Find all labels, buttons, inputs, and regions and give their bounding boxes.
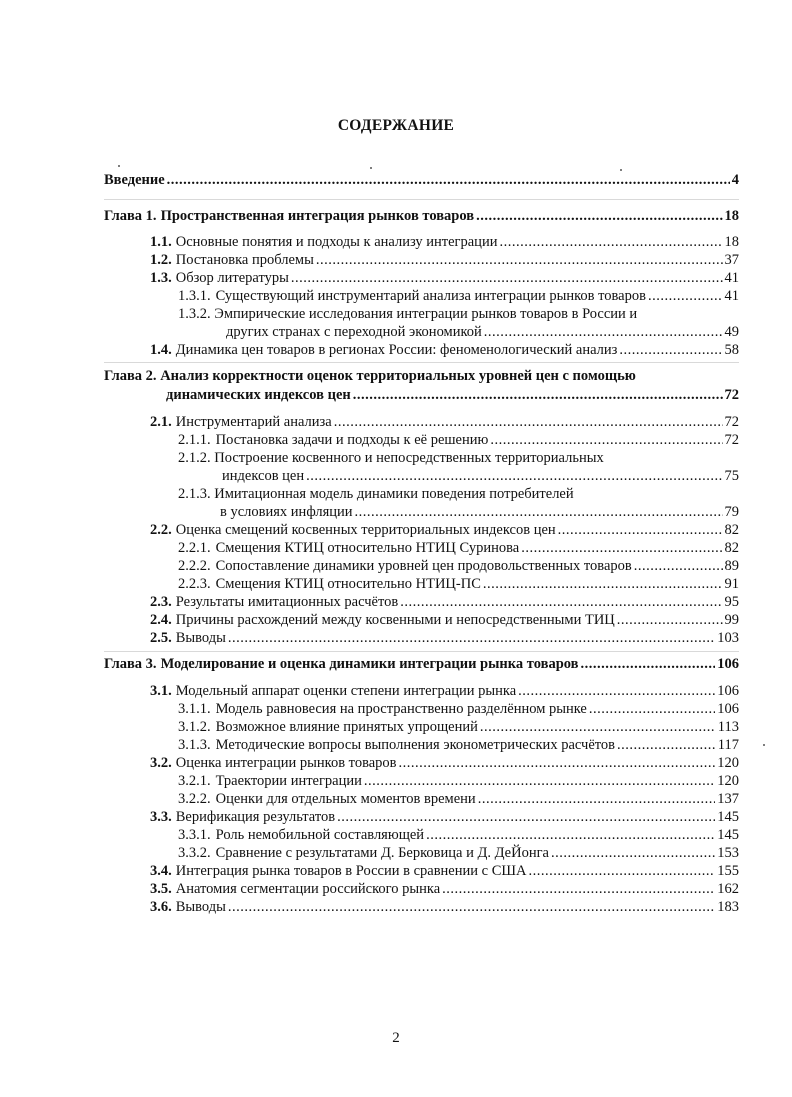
page-title: СОДЕРЖАНИЕ	[337, 117, 455, 134]
toc-page-number: 120	[717, 755, 739, 771]
toc-chapter-1[interactable]	[104, 208, 739, 225]
section-title: Верификация результатов	[175, 809, 336, 825]
section-title: Анатомия сегментации российского рынка	[175, 881, 441, 897]
section-title: Выводы	[175, 899, 226, 915]
subsection-title: Траектории интеграции	[215, 773, 362, 789]
subsection-title: Смещения КТИЦ относительно НТИЦ Суринова	[215, 540, 520, 556]
toc-page-number: 103	[717, 630, 739, 646]
section-number: 2.1.	[150, 414, 172, 430]
section-title: Причины расхождений между косвенными и непосредственными ТИЦ	[175, 612, 615, 628]
section-number: 1.2.	[150, 252, 172, 268]
toc-page-number: 113	[717, 719, 739, 735]
leader-dots	[353, 387, 723, 404]
leader-dots	[400, 594, 722, 611]
toc-page-number: 18	[724, 234, 739, 250]
section-title: Основные понятия и подходы к анализу интеграции	[175, 234, 498, 250]
leader-dots	[478, 791, 716, 808]
subsection-title-cont: других странах с переходной экономикой	[226, 324, 482, 340]
toc-page-number: 72	[724, 414, 739, 430]
toc-chapter-3[interactable]	[104, 656, 739, 673]
toc-page-number: 49	[724, 324, 739, 340]
toc-page-number: 4	[731, 172, 739, 188]
section-number: 3.1.	[150, 683, 172, 699]
section-number: 2.3.	[150, 594, 172, 610]
subsection-number: 2.2.2.	[178, 558, 211, 574]
section-divider	[104, 199, 739, 200]
section-title: Динамика цен товаров в регионах России: феноменологический анализ	[175, 342, 618, 358]
toc-page-number: 37	[724, 252, 739, 268]
leader-dots	[483, 576, 723, 593]
toc-subsection-1-3-2-line2[interactable]	[226, 324, 739, 341]
section-number: 1.1.	[150, 234, 172, 250]
leader-dots	[484, 324, 723, 341]
toc-section-2-3[interactable]	[150, 594, 739, 611]
leader-dots	[648, 288, 723, 305]
toc-page-number: 18	[724, 208, 739, 224]
toc-section-1-1[interactable]	[150, 234, 739, 251]
subsection-title: Существующий инструментарий анализа интеграции рынков товаров	[215, 288, 646, 304]
subsection-title: Построение косвенного и непосредственных территориальных	[214, 450, 604, 466]
scan-speck	[118, 165, 120, 167]
toc-page-number: 137	[717, 791, 739, 807]
leader-dots	[617, 737, 716, 754]
subsection-number: 1.3.2.	[178, 306, 211, 322]
section-number: 3.4.	[150, 863, 172, 879]
toc-subsection-2-1-1[interactable]	[178, 432, 739, 449]
toc-subsection-3-1-2[interactable]	[178, 719, 739, 736]
toc-page-number: 153	[717, 845, 739, 861]
toc-subsection-3-1-3[interactable]	[178, 737, 739, 754]
chapter-title: Пространственная интеграция рынков товаров	[160, 208, 475, 224]
toc-subsection-1-3-2-line1[interactable]	[178, 306, 637, 323]
subsection-number: 3.2.2.	[178, 791, 211, 807]
chapter-number: Глава 2.	[104, 368, 157, 384]
section-divider	[104, 651, 739, 652]
toc-page-number: 145	[717, 809, 739, 825]
leader-dots	[228, 630, 715, 647]
subsection-title: Сравнение с результатами Д. Берковица и Д. ДеЙонга	[215, 845, 549, 861]
toc-section-3-5[interactable]	[150, 881, 739, 898]
leader-dots	[589, 701, 715, 718]
chapter-title: Анализ корректности оценок территориальных уровней цен с помощью	[160, 368, 636, 384]
leader-dots	[337, 809, 715, 826]
toc-subsection-3-2-1[interactable]	[178, 773, 739, 790]
section-number: 2.5.	[150, 630, 172, 646]
toc-section-3-4[interactable]	[150, 863, 739, 880]
leader-dots	[167, 172, 730, 189]
subsection-number: 2.1.2.	[178, 450, 211, 466]
leader-dots	[306, 468, 722, 485]
leader-dots	[426, 827, 715, 844]
chapter-number: Глава 1.	[104, 208, 157, 224]
subsection-title-cont: в условиях инфляции	[220, 504, 353, 520]
leader-dots	[442, 881, 715, 898]
section-title: Оценка смещений косвенных территориальных индексов цен	[175, 522, 556, 538]
toc-page-number: 91	[724, 576, 739, 592]
toc-section-1-4[interactable]	[150, 342, 739, 359]
leader-dots	[364, 773, 715, 790]
leader-dots	[558, 522, 723, 539]
toc-page-number: 41	[724, 288, 739, 304]
leader-dots	[480, 719, 716, 736]
subsection-title: Оценки для отдельных моментов времени	[215, 791, 476, 807]
subsection-number: 2.1.3.	[178, 486, 211, 502]
leader-dots	[499, 234, 722, 251]
toc-page-number: 183	[717, 899, 739, 915]
toc-section-1-3[interactable]	[150, 270, 739, 287]
toc-subsection-1-3-1[interactable]	[178, 288, 739, 305]
section-title: Модельный аппарат оценки степени интеграции рынка	[175, 683, 517, 699]
section-title: Постановка проблемы	[175, 252, 314, 268]
toc-section-3-2[interactable]	[150, 755, 739, 772]
section-title: Инструментарий анализа	[175, 414, 332, 430]
toc-subsection-2-2-3[interactable]	[178, 576, 739, 593]
subsection-title: Методические вопросы выполнения эконометрических расчётов	[215, 737, 615, 753]
subsection-title: Постановка задачи и подходы к её решению	[215, 432, 489, 448]
leader-dots	[334, 414, 723, 431]
toc-subsection-3-3-2[interactable]	[178, 845, 739, 862]
toc-page-number: 155	[717, 863, 739, 879]
scan-speck	[620, 169, 622, 171]
subsection-title: Роль немобильной составляющей	[215, 827, 425, 843]
subsection-title: Сопоставление динамики уровней цен продовольственных товаров	[215, 558, 632, 574]
subsection-title: Смещения КТИЦ относительно НТИЦ-ПС	[215, 576, 481, 592]
toc-page-number: 82	[724, 540, 739, 556]
subsection-number: 3.2.1.	[178, 773, 211, 789]
section-number: 1.4.	[150, 342, 172, 358]
leader-dots	[316, 252, 723, 269]
toc-page-number: 120	[717, 773, 739, 789]
toc-page-number: 106	[717, 701, 739, 717]
toc-subsection-2-1-2-line1[interactable]	[178, 450, 604, 467]
leader-dots	[476, 208, 722, 225]
scan-speck	[370, 167, 372, 169]
toc-section-2-4[interactable]	[150, 612, 739, 629]
leader-dots	[551, 845, 715, 862]
toc-page-number: 89	[724, 558, 739, 574]
toc-section-2-2[interactable]	[150, 522, 739, 539]
leader-dots	[617, 612, 723, 629]
toc-page-number: 106	[717, 683, 739, 699]
leader-dots	[521, 540, 722, 557]
subsection-number: 2.2.1.	[178, 540, 211, 556]
toc-page-number: 117	[717, 737, 739, 753]
toc-page-number: 72	[724, 387, 739, 403]
section-number: 1.3.	[150, 270, 172, 286]
section-number: 2.2.	[150, 522, 172, 538]
section-number: 2.4.	[150, 612, 172, 628]
toc-section-2-5[interactable]	[150, 630, 739, 647]
toc-entry-label: Введение	[104, 172, 165, 188]
toc-page-number: 41	[724, 270, 739, 286]
toc-page-number: 72	[724, 432, 739, 448]
toc-section-3-1[interactable]	[150, 683, 739, 700]
chapter-number: Глава 3.	[104, 656, 157, 672]
leader-dots	[291, 270, 723, 287]
section-number: 3.3.	[150, 809, 172, 825]
leader-dots	[490, 432, 722, 449]
toc-subsection-2-2-1[interactable]	[178, 540, 739, 557]
subsection-number: 2.2.3.	[178, 576, 211, 592]
toc-page-number: 162	[717, 881, 739, 897]
section-title: Выводы	[175, 630, 226, 646]
toc-page-number: 106	[717, 656, 739, 672]
subsection-title: Эмпирические исследования интеграции рынков товаров в России и	[214, 306, 638, 322]
leader-dots	[619, 342, 722, 359]
toc-section-3-3[interactable]	[150, 809, 739, 826]
toc-subsection-2-1-3-line2[interactable]	[220, 504, 739, 521]
subsection-number: 1.3.1.	[178, 288, 211, 304]
subsection-number: 3.1.1.	[178, 701, 211, 717]
subsection-title: Возможное влияние принятых упрощений	[215, 719, 478, 735]
toc-page-number: 75	[724, 468, 739, 484]
section-title: Интеграция рынка товаров в России в сравнении с США	[175, 863, 527, 879]
page-number: 2	[392, 1030, 400, 1046]
leader-dots	[581, 656, 716, 673]
toc-page-number: 145	[717, 827, 739, 843]
subsection-number: 3.3.2.	[178, 845, 211, 861]
toc-page-number: 82	[724, 522, 739, 538]
chapter-title-cont: динамических индексов цен	[166, 387, 351, 403]
section-title: Результаты имитационных расчётов	[175, 594, 399, 610]
chapter-title: Моделирование и оценка динамики интеграции рынка товаров	[160, 656, 579, 672]
section-divider	[104, 362, 739, 363]
toc-page-number: 95	[724, 594, 739, 610]
toc-subsection-3-2-2[interactable]	[178, 791, 739, 808]
toc-subsection-2-1-3-line1[interactable]	[178, 486, 574, 503]
leader-dots	[518, 683, 715, 700]
subsection-number: 3.1.3.	[178, 737, 211, 753]
leader-dots	[228, 899, 715, 916]
leader-dots	[634, 558, 723, 575]
toc-section-2-1[interactable]	[150, 414, 739, 431]
toc-page-number: 58	[724, 342, 739, 358]
toc-subsection-3-3-1[interactable]	[178, 827, 739, 844]
section-number: 3.2.	[150, 755, 172, 771]
toc-chapter-2-line1[interactable]	[104, 368, 636, 385]
section-title: Обзор литературы	[175, 270, 289, 286]
subsection-number: 3.1.2.	[178, 719, 211, 735]
leader-dots	[528, 863, 715, 880]
section-number: 3.5.	[150, 881, 172, 897]
toc-page-number: 79	[724, 504, 739, 520]
scan-speck	[763, 744, 765, 746]
subsection-title: Модель равновесия на пространственно разделённом рынке	[215, 701, 587, 717]
subsection-number: 3.3.1.	[178, 827, 211, 843]
toc-subsection-2-2-2[interactable]	[178, 558, 739, 575]
toc-chapter-2-line2[interactable]	[166, 387, 739, 404]
toc-page-number: 99	[724, 612, 739, 628]
subsection-title-cont: индексов цен	[222, 468, 305, 484]
toc-section-1-2[interactable]	[150, 252, 739, 269]
leader-dots	[399, 755, 716, 772]
toc-section-3-6[interactable]	[150, 899, 739, 916]
leader-dots	[355, 504, 723, 521]
toc-subsection-3-1-1[interactable]	[178, 701, 739, 718]
section-title: Оценка интеграции рынков товаров	[175, 755, 397, 771]
section-number: 3.6.	[150, 899, 172, 915]
subsection-title: Имитационная модель динамики поведения потребителей	[214, 486, 574, 502]
toc-entry-intro[interactable]	[104, 172, 739, 189]
subsection-number: 2.1.1.	[178, 432, 211, 448]
toc-subsection-2-1-2-line2[interactable]	[222, 468, 739, 485]
